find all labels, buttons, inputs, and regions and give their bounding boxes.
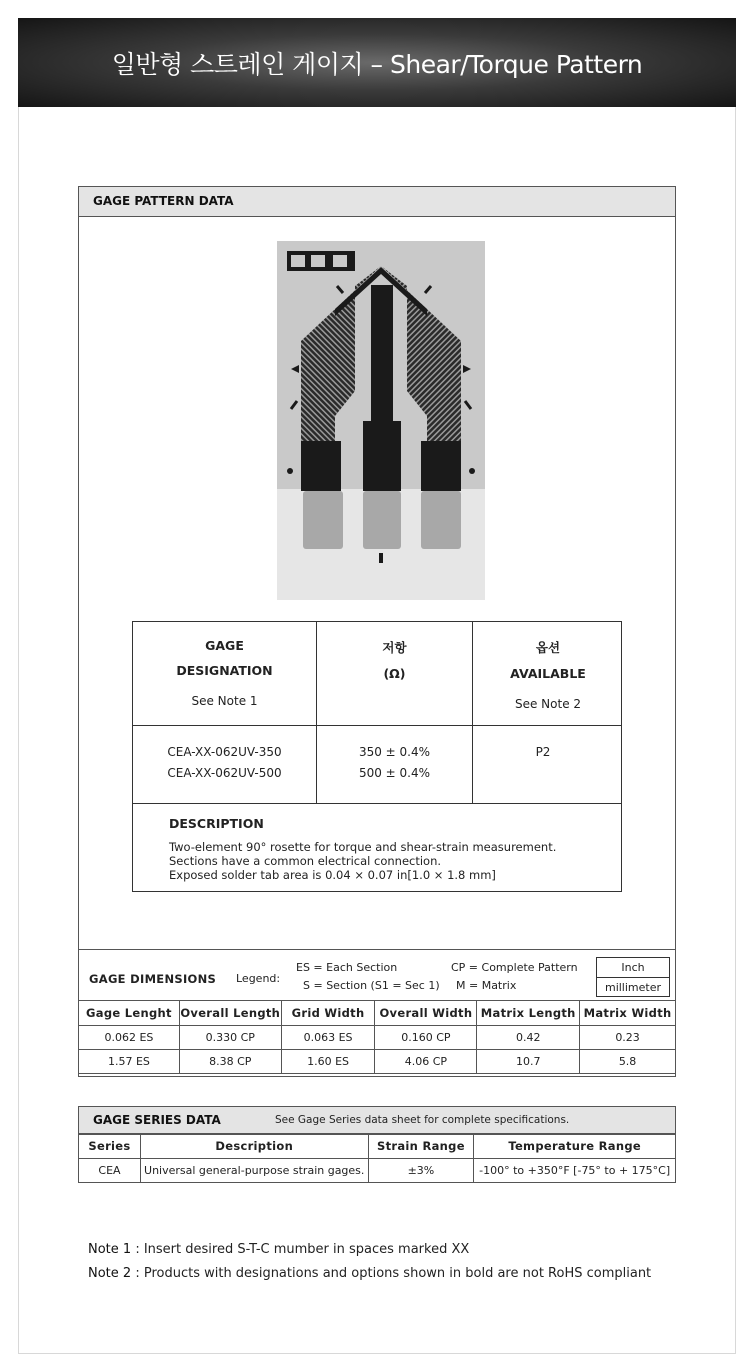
col-overall-length: Overall Length	[179, 1001, 281, 1026]
unit-mm: millimeter	[604, 981, 662, 994]
unit-inch: Inch	[597, 958, 669, 978]
description-title: DESCRIPTION	[169, 816, 264, 831]
designation-500: CEA-XX-062UV-500	[167, 766, 282, 780]
note-text: : Insert desired S-T-C mumber in spaces marked XX	[131, 1242, 470, 1257]
col-description: Description	[140, 1134, 368, 1159]
cell: -100° to +350°F [-75° to + 175°C]	[474, 1159, 676, 1183]
cell: 0.160 CP	[375, 1026, 477, 1050]
cell: 0.330 CP	[179, 1026, 281, 1050]
legend-cp: CP = Complete Pattern	[451, 961, 578, 974]
cell: ±3%	[368, 1159, 474, 1183]
description-text	[169, 840, 556, 882]
col-series: Series	[79, 1134, 141, 1159]
cell: 0.42	[477, 1026, 580, 1050]
series-table	[78, 1133, 676, 1183]
notes	[88, 1238, 651, 1286]
col-matrix-width: Matrix Width	[580, 1001, 676, 1026]
table-row	[79, 1026, 676, 1050]
page-title: 일반형 스트레인 게이지 – Shear/Torque Pattern	[111, 49, 643, 79]
table-row	[79, 1050, 676, 1074]
series-title: GAGE SERIES DATA	[93, 1113, 221, 1127]
series-head	[79, 1107, 675, 1135]
designation-header-1: GAGE	[205, 638, 244, 653]
description-line: Exposed solder tab area is 0.04 × 0.07 in[1.0 × 1.8 mm]	[169, 868, 496, 882]
resistance-header-2: (Ω)	[383, 666, 406, 681]
spec-table	[132, 621, 622, 892]
col-temperature-range: Temperature Range	[474, 1134, 676, 1159]
note-2	[88, 1262, 651, 1286]
cell: CEA	[79, 1159, 141, 1183]
cell: 1.57 ES	[79, 1050, 180, 1074]
note-1	[88, 1238, 651, 1262]
cell: 0.062 ES	[79, 1026, 180, 1050]
title-banner	[18, 18, 736, 107]
note-text: : Products with designations and options shown in bold are not RoHS compliant	[131, 1266, 652, 1281]
designation-350: CEA-XX-062UV-350	[167, 745, 282, 759]
description-line: Sections have a common electrical connection.	[169, 854, 442, 868]
resistance-350: 350 ± 0.4%	[358, 745, 431, 759]
cell: 4.06 CP	[375, 1050, 477, 1074]
col-grid-width: Grid Width	[281, 1001, 375, 1026]
series-note: See Gage Series data sheet for complete specifications.	[275, 1114, 570, 1126]
dimensions-title: GAGE DIMENSIONS	[89, 972, 217, 986]
gage-series-section	[78, 1106, 676, 1183]
cell: 8.38 CP	[179, 1050, 281, 1074]
option-header-1: 옵션	[535, 640, 561, 655]
col-matrix-length: Matrix Length	[477, 1001, 580, 1026]
resistance-header-1: 저항	[382, 640, 407, 655]
option-note: See Note 2	[514, 697, 582, 711]
legend-es: ES = Each Section	[296, 961, 398, 974]
dimensions-header-row	[79, 1001, 676, 1026]
cell: 1.60 ES	[281, 1050, 375, 1074]
note-label: Note 1	[88, 1242, 132, 1257]
legend-s: S = Section (S1 = Sec 1)	[303, 979, 440, 992]
gage-dimensions-section	[79, 949, 675, 1077]
gage-pattern-title: GAGE PATTERN DATA	[79, 187, 675, 217]
option-header-2: AVAILABLE	[510, 666, 586, 681]
legend-label: Legend:	[236, 972, 281, 985]
col-overall-width: Overall Width	[375, 1001, 477, 1026]
resistance-500: 500 ± 0.4%	[358, 766, 431, 780]
dimensions-table	[78, 1000, 676, 1074]
cell: 10.7	[477, 1050, 580, 1074]
series-header-row	[79, 1134, 676, 1159]
note-label: Note 2	[88, 1266, 132, 1281]
legend-m: M = Matrix	[456, 979, 517, 992]
cell: 5.8	[580, 1050, 676, 1074]
col-gage-length: Gage Lenght	[79, 1001, 180, 1026]
designation-note: See Note 1	[191, 694, 258, 708]
cell: Universal general-purpose strain gages.	[140, 1159, 368, 1183]
description-line: Two-element 90° rosette for torque and shear-strain measurement.	[169, 840, 557, 854]
unit-box	[596, 957, 670, 997]
strain-gage-photo	[277, 241, 485, 600]
option-value: P2	[535, 745, 551, 759]
gage-pattern-section	[78, 186, 676, 1077]
col-strain-range: Strain Range	[368, 1134, 474, 1159]
cell: 0.23	[580, 1026, 676, 1050]
table-row	[79, 1159, 676, 1183]
cell: 0.063 ES	[281, 1026, 375, 1050]
strain-gage-icon	[277, 241, 485, 600]
designation-header-2: DESIGNATION	[176, 663, 273, 678]
